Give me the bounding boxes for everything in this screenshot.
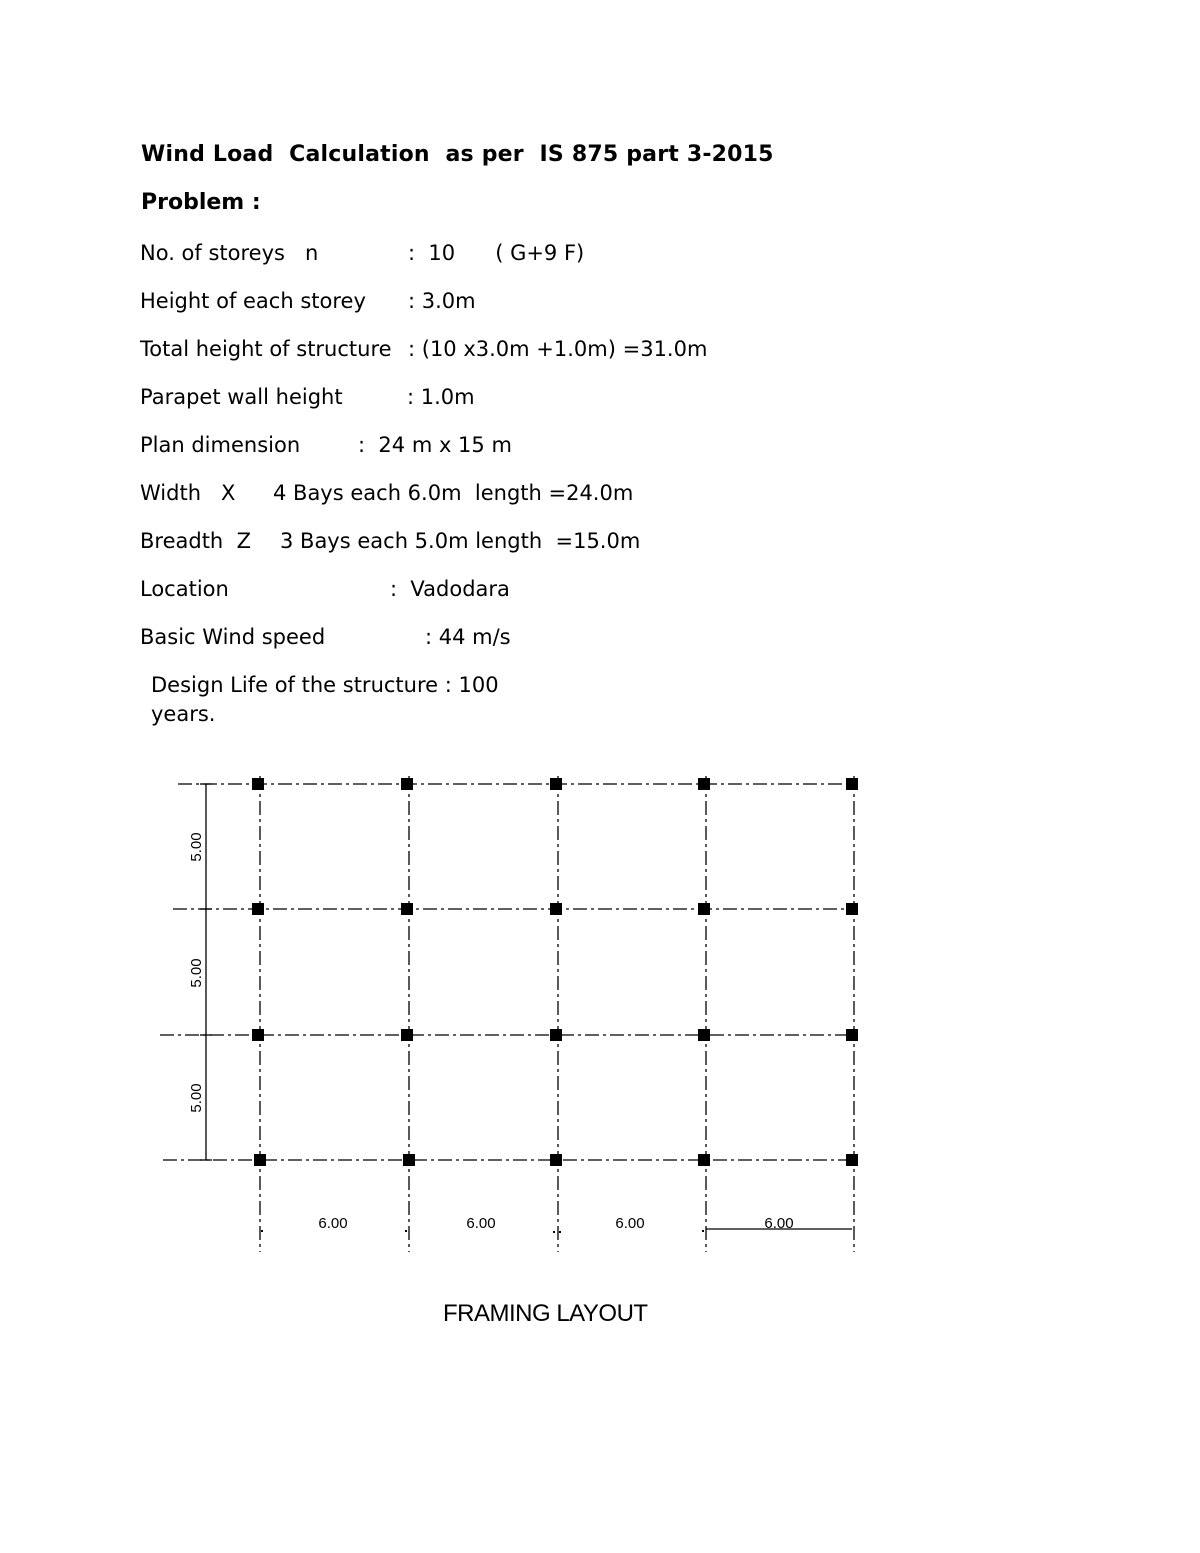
row-value: : 1.0m bbox=[407, 385, 475, 409]
dimension-dot bbox=[553, 1231, 555, 1233]
row-label: Height of each storey bbox=[140, 289, 366, 313]
dimension-label-x: 6.00 bbox=[764, 1215, 794, 1232]
dimension-label-x: 6.00 bbox=[615, 1215, 645, 1232]
dimension-label-x: 6.00 bbox=[466, 1215, 496, 1232]
column-marker bbox=[403, 1154, 415, 1166]
row-value: : 24 m x 15 m bbox=[358, 433, 512, 457]
column-marker bbox=[252, 1029, 264, 1041]
column-marker bbox=[698, 903, 710, 915]
dimension-dot bbox=[261, 1230, 263, 1232]
dimension-label-z: 5.00 bbox=[188, 832, 205, 862]
column-marker bbox=[401, 903, 413, 915]
dimension-label-x: 6.00 bbox=[318, 1215, 348, 1232]
dimension-label-z: 5.00 bbox=[188, 958, 205, 988]
row-label: Parapet wall height bbox=[140, 385, 343, 409]
row-value: : 3.0m bbox=[408, 289, 476, 313]
row-value: 3 Bays each 5.0m length =15.0m bbox=[280, 529, 641, 553]
row-value: : (10 x3.0m +1.0m) =31.0m bbox=[408, 337, 708, 361]
column-marker bbox=[401, 1029, 413, 1041]
column-marker bbox=[550, 903, 562, 915]
column-marker bbox=[698, 1029, 710, 1041]
column-marker bbox=[846, 903, 858, 915]
framing-layout-title: FRAMING LAYOUT bbox=[443, 1300, 648, 1327]
column-marker bbox=[698, 778, 710, 790]
row-label: Breadth Z bbox=[140, 529, 251, 553]
document-title: Wind Load Calculation as per IS 875 part 3-2015 bbox=[141, 142, 774, 167]
dimension-dot bbox=[559, 1231, 561, 1233]
row-label: Basic Wind speed bbox=[140, 625, 326, 649]
dimension-dot bbox=[405, 1230, 407, 1232]
row-label: Plan dimension bbox=[140, 433, 301, 457]
row-value: 4 Bays each 6.0m length =24.0m bbox=[273, 481, 634, 505]
design-life: Design Life of the structure : 100 years. bbox=[151, 673, 499, 726]
column-marker bbox=[846, 1154, 858, 1166]
column-marker bbox=[252, 778, 264, 790]
column-marker bbox=[550, 1029, 562, 1041]
column-marker bbox=[254, 1154, 266, 1166]
column-marker bbox=[252, 903, 264, 915]
row-label: Width X bbox=[140, 481, 236, 505]
row-value: : 10 ( G+9 F) bbox=[408, 241, 585, 265]
column-marker bbox=[846, 1029, 858, 1041]
dimension-dot bbox=[702, 1230, 704, 1232]
dimension-label-z: 5.00 bbox=[188, 1083, 205, 1113]
row-label: Total height of structure bbox=[140, 337, 392, 361]
column-marker bbox=[401, 778, 413, 790]
row-value: : 44 m/s bbox=[425, 625, 511, 649]
column-marker bbox=[550, 1154, 562, 1166]
column-marker bbox=[846, 778, 858, 790]
row-label: No. of storeys n bbox=[140, 241, 319, 265]
problem-heading: Problem : bbox=[141, 190, 261, 215]
column-marker bbox=[698, 1154, 710, 1166]
column-marker bbox=[550, 778, 562, 790]
row-value: : Vadodara bbox=[390, 577, 510, 601]
row-label: Location bbox=[140, 577, 229, 601]
